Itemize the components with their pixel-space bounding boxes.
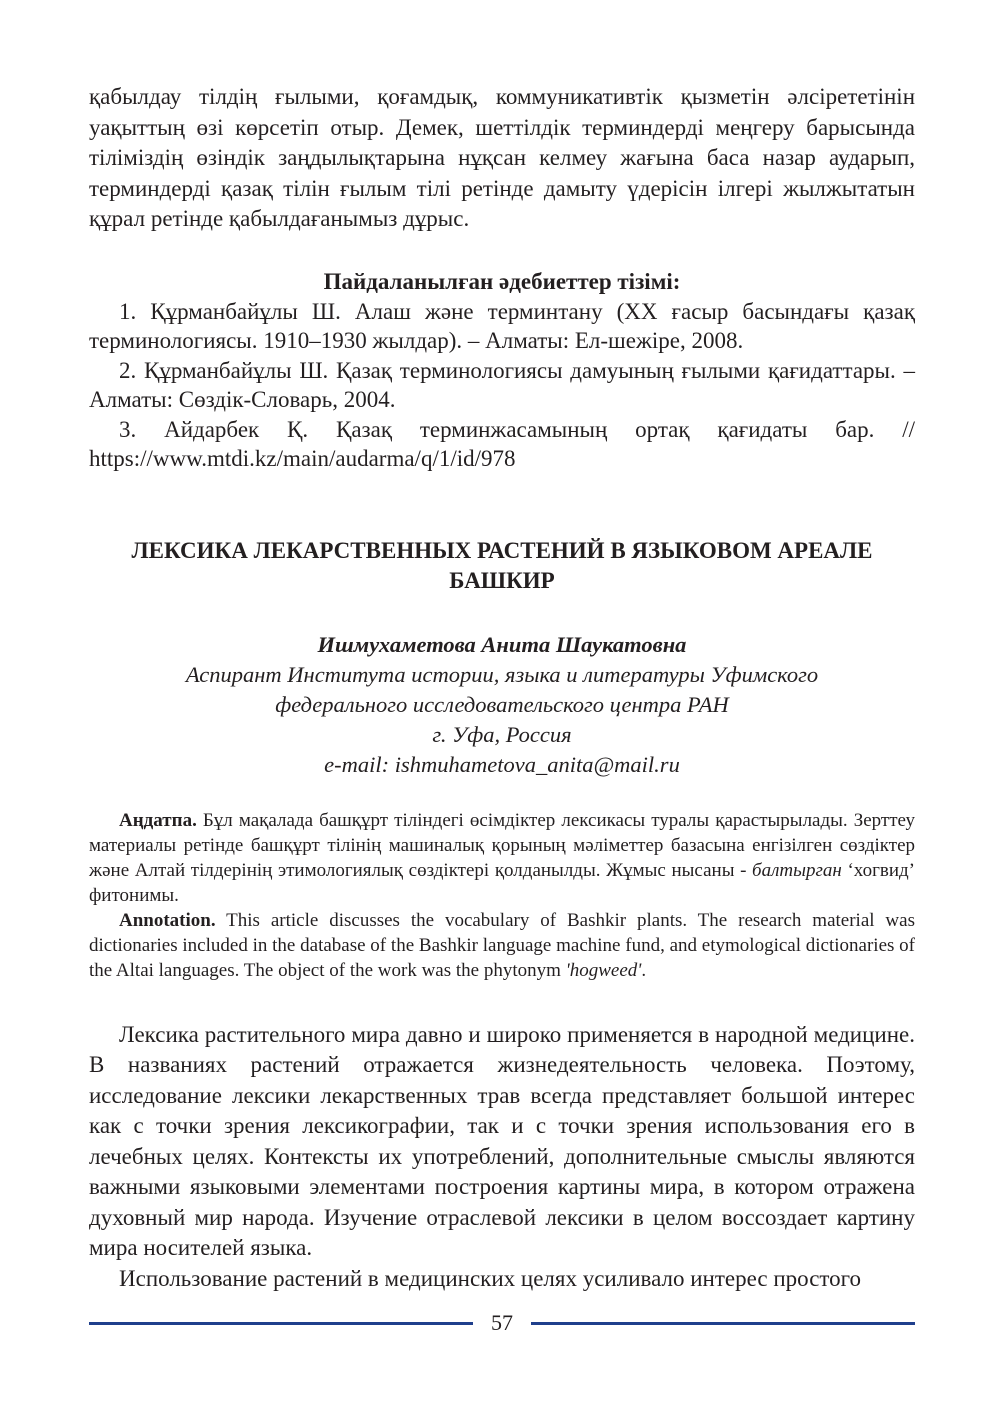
footer-rule-left [89, 1322, 473, 1325]
footer-rule-right [531, 1322, 915, 1325]
abstract-kazakh-text: Бұл мақалада башқұрт тіліндегі өсімдіктер лексикасы туралы қарастырылады. Зерттеу материалы ретінде башқұрт тілінің машиналық қорының мәліметтер базасына енгізілген сөздіктер және Алтай тілдерінің этимологиялық сөздіктері қолданылды. Жұмыс нысаны - [89, 809, 915, 881]
page-footer [89, 1308, 915, 1338]
continuation-paragraph: қабылдау тілдің ғылыми, қоғамдық, коммуникативтік қызметін әлсірететінін уақыттың өзі көрсетіп отыр. Демек, шеттілдік терминдерді меңгеру барысында тіліміздің өзіндік заңдылықтарына нұқсан келмеу жағына баса назар аударып, терминдерді қазақ тілін ғылым тілі ретінде дамыту үдерісін ілгері жылжытатын құрал ретінде қабылдағанымыз дұрыс. [89, 84, 915, 231]
abstract-kazakh-term: балтырган [752, 859, 842, 881]
main-paragraph: Использование растений в медицинских целях усиливало интерес простого [119, 1265, 862, 1291]
abstract-english-label: Annotation. [119, 909, 216, 931]
abstract-english-term: 'hogweed' [565, 959, 642, 981]
abstract-kazakh-label: Аңдатпа. [119, 809, 197, 831]
author-email: e-mail: ishmuhametova_anita@mail.ru [324, 751, 680, 777]
references-title: Пайдаланылған әдебиеттер тізімі: [323, 268, 681, 294]
author-location: г. Уфа, Россия [432, 721, 572, 747]
main-text [89, 1020, 915, 1295]
reference-item: 3. Айдарбек Қ. Қазақ терминжасамының ортақ қағидаты бар. // https://www.mtdi.kz/main/audarma/q/1/id/978 [89, 416, 915, 471]
author-block [89, 630, 915, 780]
abstract-english-text-end: . [641, 959, 647, 981]
references-section [89, 267, 915, 474]
abstract-english-text: This article discusses the vocabulary of Bashkir plants. The research material was dictionaries included in the database of the Bashkir language machine fund, and etymological dictionaries of the Altai languages. The object of the work was the phytonym [89, 909, 915, 981]
abstract-english [89, 908, 915, 983]
reference-item: 2. Құрманбайұлы Ш. Қазақ терминологиясы дамуының ғылыми қағидаттары. – Алматы: Сөздік-Словарь, 2004. [89, 357, 915, 412]
reference-item: 1. Құрманбайұлы Ш. Алаш және терминтану (XX ғасыр басындағы қазақ терминологиясы. 1910–1930 жылдар). – Алматы: Ел-шежіре, 2008. [89, 298, 915, 353]
author-name: Ишмухаметова Анита Шаукатовна [317, 631, 687, 657]
author-affiliation-line-1: Аспирант Института истории, языка и литературы Уфимского [185, 661, 819, 687]
main-paragraph: Лексика растительного мира давно и широко применяется в народной медицине. В названиях растений отражается жизнедеятельность человека. Поэтому, исследование лексики лекарственных трав всегда представляет большой интерес как с точки зрения лексикографии, так и с точки зрения использования его в лечебных целях. Контексты их употреблений, дополнительные смыслы являются важными языковыми элементами построения картины мира, в котором отражена духовный мир народа. Изучение отраслевой лексики в целом воссоздает картину мира носителей языка. [89, 1021, 915, 1260]
abstract-kazakh-text-end: ‘хогвид’ фитонимы. [89, 859, 915, 906]
page-content [89, 82, 915, 1294]
author-affiliation-line-2: федерального исследовательского центра РАН [275, 691, 729, 717]
article-title: ЛЕКСИКА ЛЕКАРСТВЕННЫХ РАСТЕНИЙ В ЯЗЫКОВОМ АРЕАЛЕ БАШКИР [131, 537, 873, 593]
page-number: 57 [491, 1310, 513, 1335]
abstract-kazakh [89, 808, 915, 908]
